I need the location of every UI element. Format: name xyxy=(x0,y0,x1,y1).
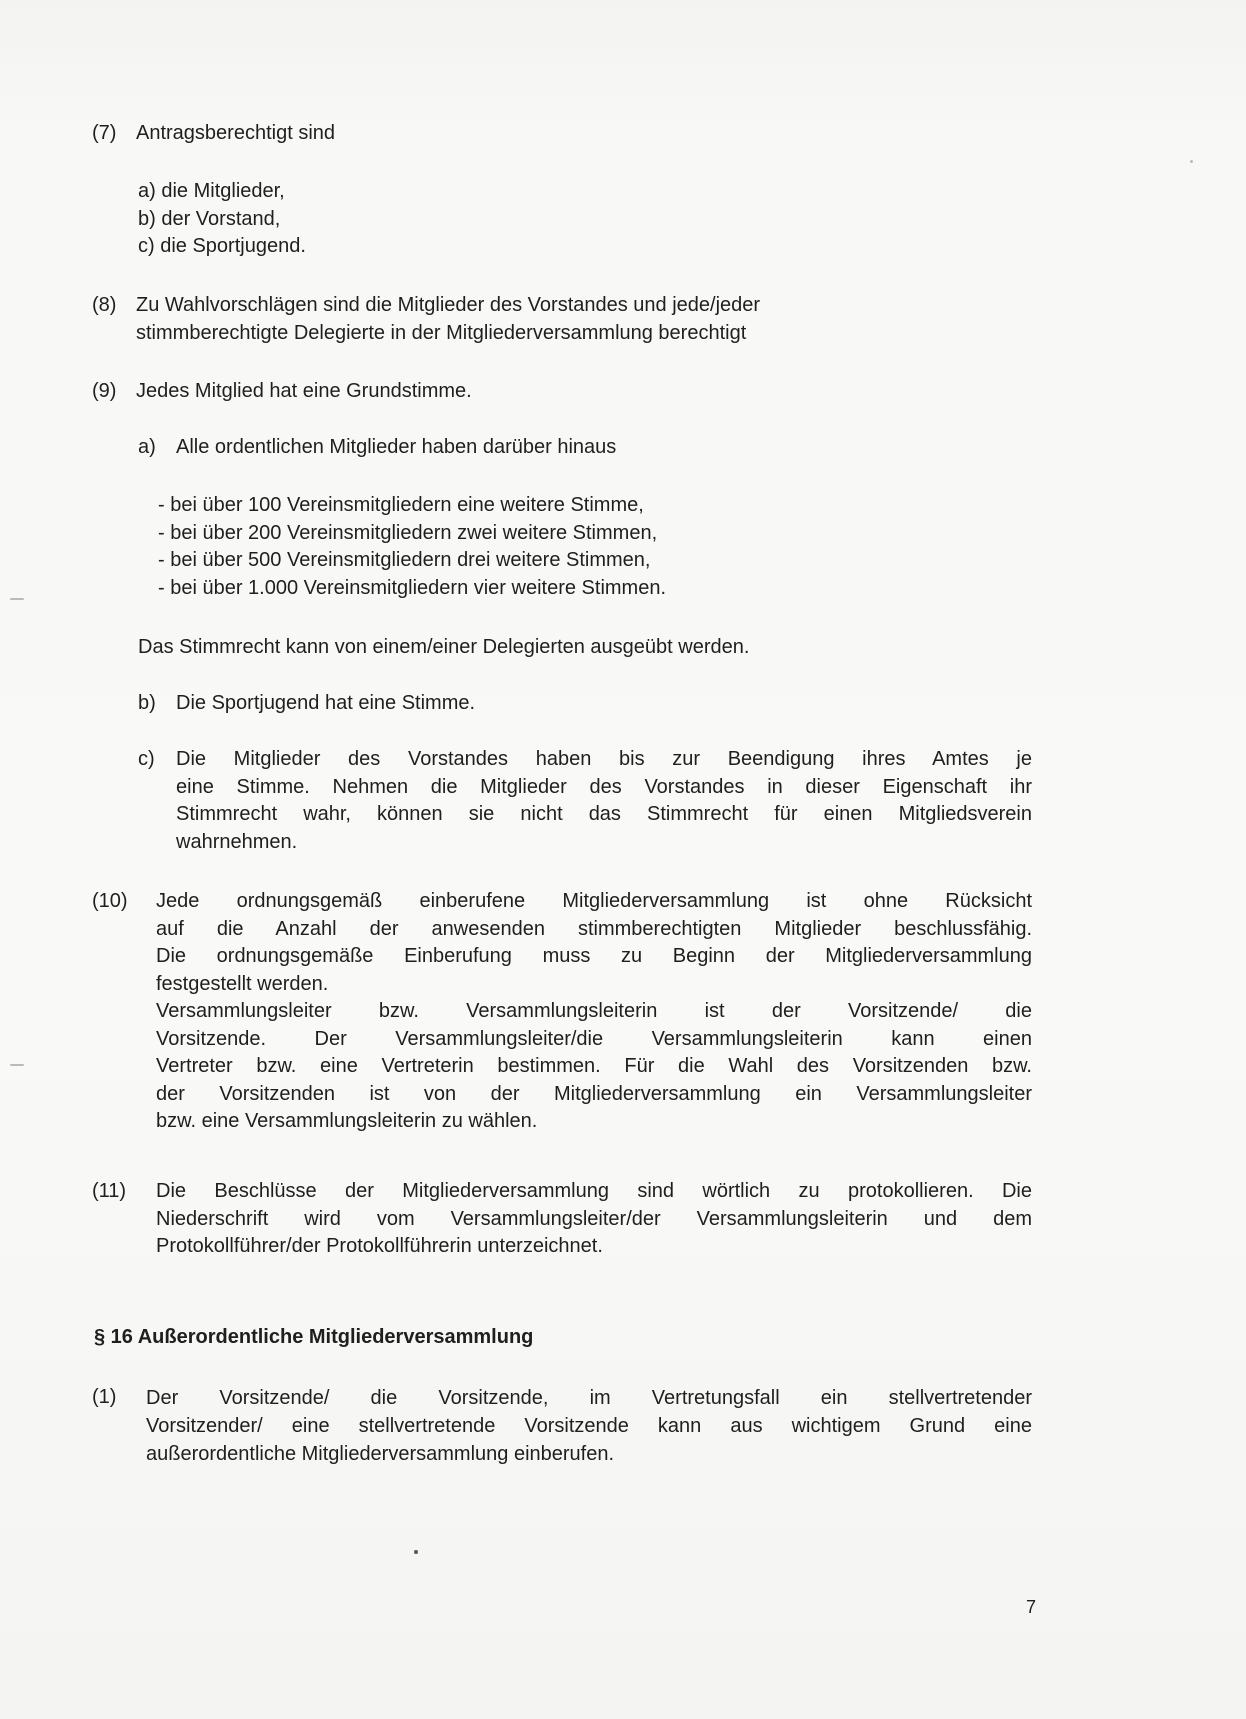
list-item: - bei über 100 Vereinsmitgliedern eine weitere Stimme, xyxy=(158,494,644,516)
paragraph-number-16-1: (1) xyxy=(92,1386,117,1408)
paragraph-number-7: (7) xyxy=(92,122,117,144)
paragraph-11-text: Die Beschlüsse der Mitgliederversammlung sind wörtlich zu protokollieren. Die Niederschrift wird vom Versammlungsleiter/der Versammlungsleiterin und dem Protokollführer/der Protokollführerin unterzeichnet. xyxy=(156,1180,1032,1257)
paragraph-9a-note: Das Stimmrecht kann von einem/einer Delegierten ausgeübt werden. xyxy=(138,636,750,658)
scan-speck xyxy=(414,1550,418,1554)
paragraph-16-1-text: Der Vorsitzende/ die Vorsitzende, im Vertretungsfall ein stellvertretender Vorsitzender/ eine stellvertretende Vorsitzende kann aus wichtigem Grund eine außerordentliche Mitgliederversammlung einberufen. xyxy=(146,1387,1032,1465)
scan-mark xyxy=(10,598,24,600)
paragraph-9b-text: Die Sportjugend hat eine Stimme. xyxy=(176,692,476,714)
scan-mark xyxy=(10,1064,24,1066)
paragraph-9c-text: Die Mitglieder des Vorstandes haben bis zur Beendigung ihres Amtes je eine Stimme. Nehmen die Mitglieder des Vorstandes in dieser Eigenschaft ihr Stimmrecht wahr, können sie nicht das Stimmrecht für einen Mitgliedsverein wahrnehmen. xyxy=(176,748,1032,853)
paragraph-number-10: (10) xyxy=(92,890,128,912)
paragraph-7-text: Antragsberechtigt sind xyxy=(136,122,336,144)
paragraph-9-text: Jedes Mitglied hat eine Grundstimme. xyxy=(136,380,472,402)
paragraph-number-11: (11) xyxy=(92,1180,127,1202)
paragraph-8-text: Zu Wahlvorschlägen sind die Mitglieder des Vorstandes und jede/jeder stimmberechtigte Delegierte in der Mitgliederversammlung berechtigt xyxy=(136,294,761,344)
list-item: b) der Vorstand, xyxy=(138,207,281,230)
section-heading: § 16 Außerordentliche Mitgliederversammlung xyxy=(94,1326,534,1348)
list-item: - bei über 200 Vereinsmitgliedern zwei weitere Stimmen, xyxy=(158,521,658,544)
list-item: c) die Sportjugend. xyxy=(138,235,306,257)
paragraph-9a-label: a) xyxy=(138,436,156,458)
page-number: 7 xyxy=(1026,1597,1037,1617)
paragraph-number-8: (8) xyxy=(92,294,117,316)
paragraph-9a-bullets xyxy=(158,492,666,602)
scan-speck xyxy=(1190,160,1193,163)
paragraph-number-9: (9) xyxy=(92,380,117,402)
paragraph-7-list xyxy=(138,178,306,261)
list-item: - bei über 500 Vereinsmitgliedern drei weitere Stimmen, xyxy=(158,549,651,571)
list-item: - bei über 1.000 Vereinsmitgliedern vier weitere Stimmen. xyxy=(158,576,667,599)
paragraph-10-text: Jede ordnungsgemäß einberufene Mitgliederversammlung ist ohne Rücksicht auf die Anzahl der anwesenden stimmberechtigten Mitglieder beschlussfähig. Die ordnungsgemäße Einberufung muss zu Beginn der Mitgliederversammlung festgestellt werden. Versammlungsleiter bzw. Versammlungsleiterin ist der Vorsitzende/ die Vorsitzende. Der Versammlungsleiter/die Versammlungsleiterin kann einen Vertreter bzw. eine Vertreterin bestimmen. Für die Wahl des Vorsitzenden bzw. der Vorsitzenden ist von der Mitgliederversammlung ein Versammlungsleiter bzw. eine Versammlungsleiterin zu wählen. xyxy=(156,890,1032,1132)
paragraph-9c-label: c) xyxy=(138,748,155,770)
paragraph-9b-label: b) xyxy=(138,692,156,714)
paragraph-9a-text: Alle ordentlichen Mitglieder haben darüber hinaus xyxy=(176,436,617,458)
list-item: a) die Mitglieder, xyxy=(138,180,285,202)
